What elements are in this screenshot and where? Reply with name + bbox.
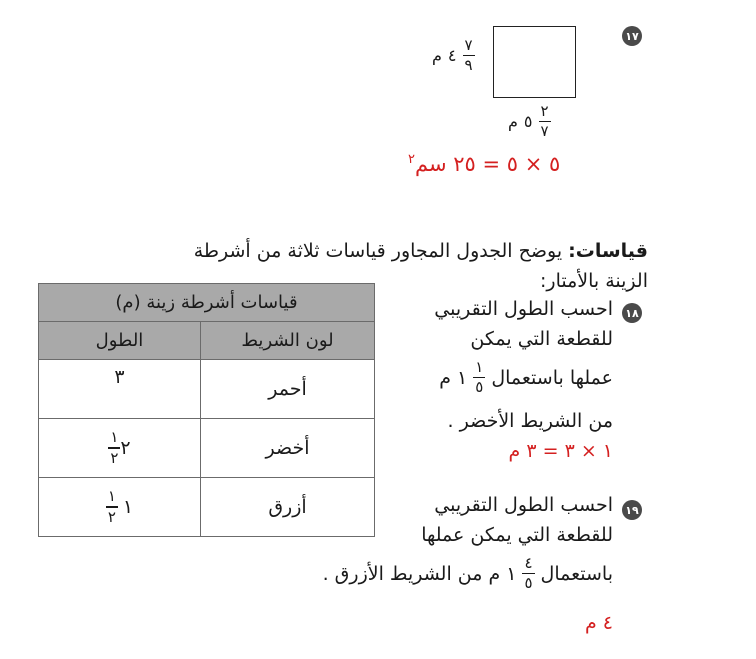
table-title: قياسات أشرطة زينة (م)	[39, 284, 375, 322]
bottom-whole: ٥	[523, 112, 533, 132]
q19-denominator: ٥	[524, 574, 533, 593]
length-fraction	[108, 430, 120, 465]
q18-denominator: ٥	[475, 378, 484, 397]
length-numerator: ١	[110, 428, 119, 447]
q18-unit: م	[439, 366, 452, 389]
q18-whole: ١	[457, 366, 468, 389]
intro-line-1	[88, 240, 648, 262]
rectangle-figure	[493, 26, 576, 98]
length-denominator: ٢	[107, 507, 116, 526]
q17-answer-text: ٥ × ٥ = ٢٥ سم	[414, 152, 561, 176]
q19-numerator: ٤	[524, 554, 533, 572]
q19-line-3	[323, 556, 613, 591]
cell-color: أحمر	[201, 360, 375, 419]
ribbon-table	[38, 283, 375, 537]
table-row	[39, 478, 375, 537]
length-whole: ١	[122, 495, 134, 518]
q19-answer: ٤ م	[584, 612, 613, 634]
q19-line-2: للقطعة التي يمكن عملها	[421, 524, 613, 546]
length-numerator: ١	[107, 487, 116, 506]
question-18-badge: ١٨	[622, 303, 642, 323]
bottom-denominator: ٧	[540, 122, 549, 141]
bottom-numerator: ٢	[540, 102, 549, 120]
bottom-fraction	[539, 104, 551, 139]
side-unit: م	[432, 46, 442, 66]
q18-line-4: من الشريط الأخضر .	[447, 410, 613, 432]
side-denominator: ٩	[464, 56, 473, 75]
q17-answer-exponent: ٢	[408, 152, 415, 167]
q19-whole: ١	[506, 562, 517, 585]
q19-line-1: احسب الطول التقريبي	[434, 494, 613, 516]
intro-text-1: يوضح الجدول المجاور قياسات ثلاثة من أشرطة	[193, 240, 569, 262]
q19-line-3-post: م من الشريط الأزرق .	[322, 562, 501, 585]
q18-line-3	[439, 360, 613, 395]
cell-color: أخضر	[201, 419, 375, 478]
column-header-color: لون الشريط	[201, 322, 375, 360]
q18-line-1: احسب الطول التقريبي	[434, 298, 613, 320]
side-fraction	[463, 38, 475, 73]
length-denominator: ٢	[110, 448, 119, 467]
intro-line-2: الزينة بالأمتار:	[540, 270, 648, 292]
length-fraction	[106, 489, 118, 524]
bottom-unit: م	[508, 112, 518, 132]
cell-length	[39, 360, 201, 419]
q18-answer: ١ × ٣ = ٣ م	[508, 440, 613, 462]
q17-answer	[408, 152, 560, 176]
q18-line-2: للقطعة التي يمكن	[470, 328, 613, 350]
q18-numerator: ١	[475, 358, 484, 376]
cell-length	[39, 419, 201, 478]
intro-heading: قياسات:	[568, 240, 648, 262]
side-numerator: ٧	[464, 36, 473, 54]
length-whole: ٣	[114, 366, 125, 388]
q18-line-3-text: عملها باستعمال	[491, 366, 613, 389]
column-header-length: الطول	[39, 322, 201, 360]
bottom-length-label	[508, 104, 551, 139]
table-row	[39, 419, 375, 478]
q19-line-3-text: باستعمال	[540, 562, 613, 585]
q19-fraction	[522, 556, 534, 591]
cell-color: أزرق	[201, 478, 375, 537]
side-length-label	[432, 38, 475, 73]
question-17-badge: ١٧	[622, 26, 642, 46]
side-whole: ٤	[447, 46, 457, 66]
cell-length	[39, 478, 201, 537]
length-whole: ٢	[120, 436, 131, 459]
q18-fraction	[473, 360, 485, 395]
question-19-badge: ١٩	[622, 500, 642, 520]
table-row	[39, 360, 375, 419]
